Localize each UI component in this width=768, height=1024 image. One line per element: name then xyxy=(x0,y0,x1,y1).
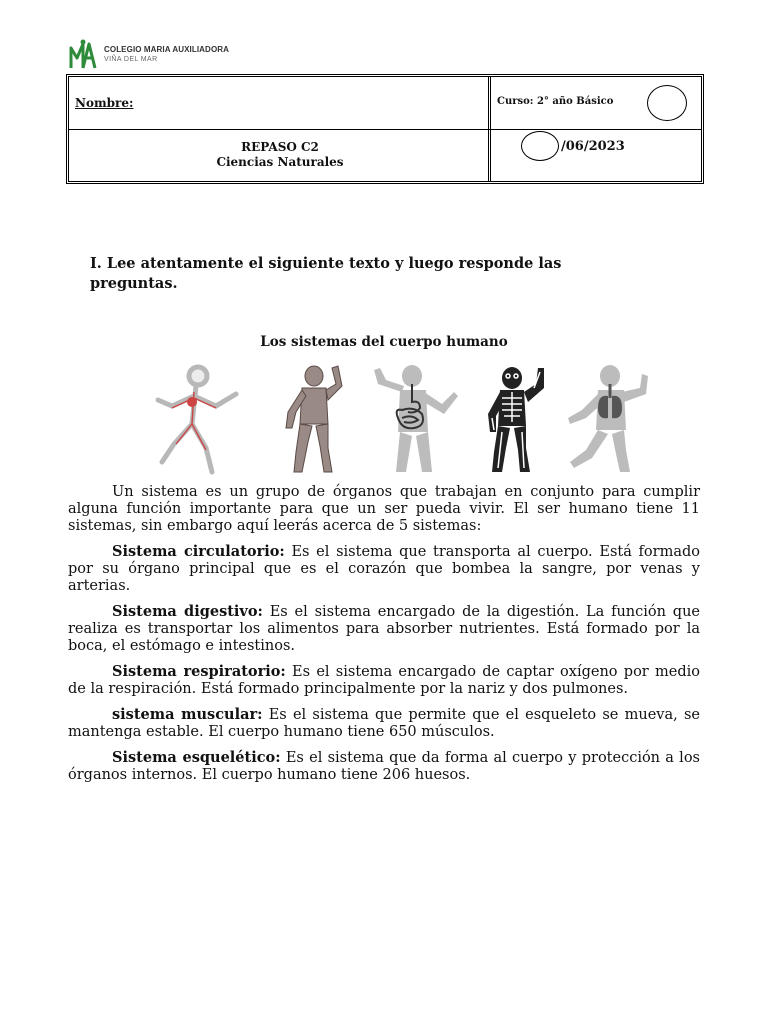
nombre-cell[interactable] xyxy=(69,77,491,129)
curso-cell xyxy=(491,77,701,129)
school-city: VIÑA DEL MAR xyxy=(104,56,158,63)
skeletal-term: Sistema esquelético: xyxy=(112,749,281,766)
subject-name: Ciencias Naturales xyxy=(216,155,344,169)
subject-cell xyxy=(69,129,491,181)
nombre-label: Nombre: xyxy=(75,96,134,110)
intro-paragraph: Un sistema es un grupo de órganos que trabajan en conjunto para cumplir alguna función importante para que un ser pueda vivir. El ser humano tiene 11 sistemas, sin embargo aquí leerás acerca de 5 sistemas: xyxy=(68,484,700,534)
header-table xyxy=(66,74,704,184)
school-logo-icon xyxy=(68,38,98,72)
repaso-title: REPASO C2 xyxy=(241,140,319,154)
skeletal-definition: Es el sistema que da forma al cuerpo y protección a los órganos internos. El cuerpo humano tiene 206 huesos. xyxy=(68,750,700,783)
respiratory-definition: Es el sistema encargado de captar oxígeno por medio de la respiración. Está formado principalmente por la nariz y dos pulmones. xyxy=(68,664,700,697)
date-text: /06/2023 xyxy=(561,139,625,154)
muscular-term: sistema muscular: xyxy=(112,706,263,723)
circulatory-definition: Es el sistema que transporta al cuerpo. Está formado por su órgano principal que es el corazón que bombea la sangre, por venas y arterias. xyxy=(68,544,700,594)
muscular-definition: Es el sistema que permite que el esqueleto se mueva, se mantenga estable. El cuerpo humano tiene 650 músculos. xyxy=(68,707,700,740)
muscular-paragraph xyxy=(68,706,700,741)
school-logo xyxy=(68,38,229,72)
circulatory-paragraph xyxy=(68,543,700,595)
digestive-figure xyxy=(368,362,464,478)
date-cell xyxy=(491,129,701,181)
reading-title: Los sistemas del cuerpo humano xyxy=(260,334,508,350)
respiratory-paragraph xyxy=(68,663,700,698)
digestive-paragraph xyxy=(68,603,700,655)
instruction-text: I. Lee atentamente el siguiente texto y luego responde las preguntas. xyxy=(90,255,562,292)
day-circle[interactable] xyxy=(521,131,559,161)
muscular-figure xyxy=(266,362,362,478)
skeletal-paragraph xyxy=(68,749,700,784)
reading-text xyxy=(68,484,700,792)
curso-label: Curso: 2° año Básico xyxy=(497,96,614,107)
respiratory-figure xyxy=(560,362,656,478)
body-systems-illustration xyxy=(146,362,626,478)
grade-circle[interactable] xyxy=(647,85,687,121)
circulatory-figure xyxy=(146,362,242,478)
circulatory-term: Sistema circulatorio: xyxy=(112,543,285,560)
school-name: COLEGIO MARIA AUXILIADORA xyxy=(104,45,230,54)
respiratory-term: Sistema respiratorio: xyxy=(112,663,286,680)
digestive-term: Sistema digestivo: xyxy=(112,603,263,620)
digestive-definition: Es el sistema encargado de la digestión. La función que realiza es transportar los alimentos para absorber nutrientes. Está formado por la boca, el estómago e intestinos. xyxy=(68,604,700,654)
